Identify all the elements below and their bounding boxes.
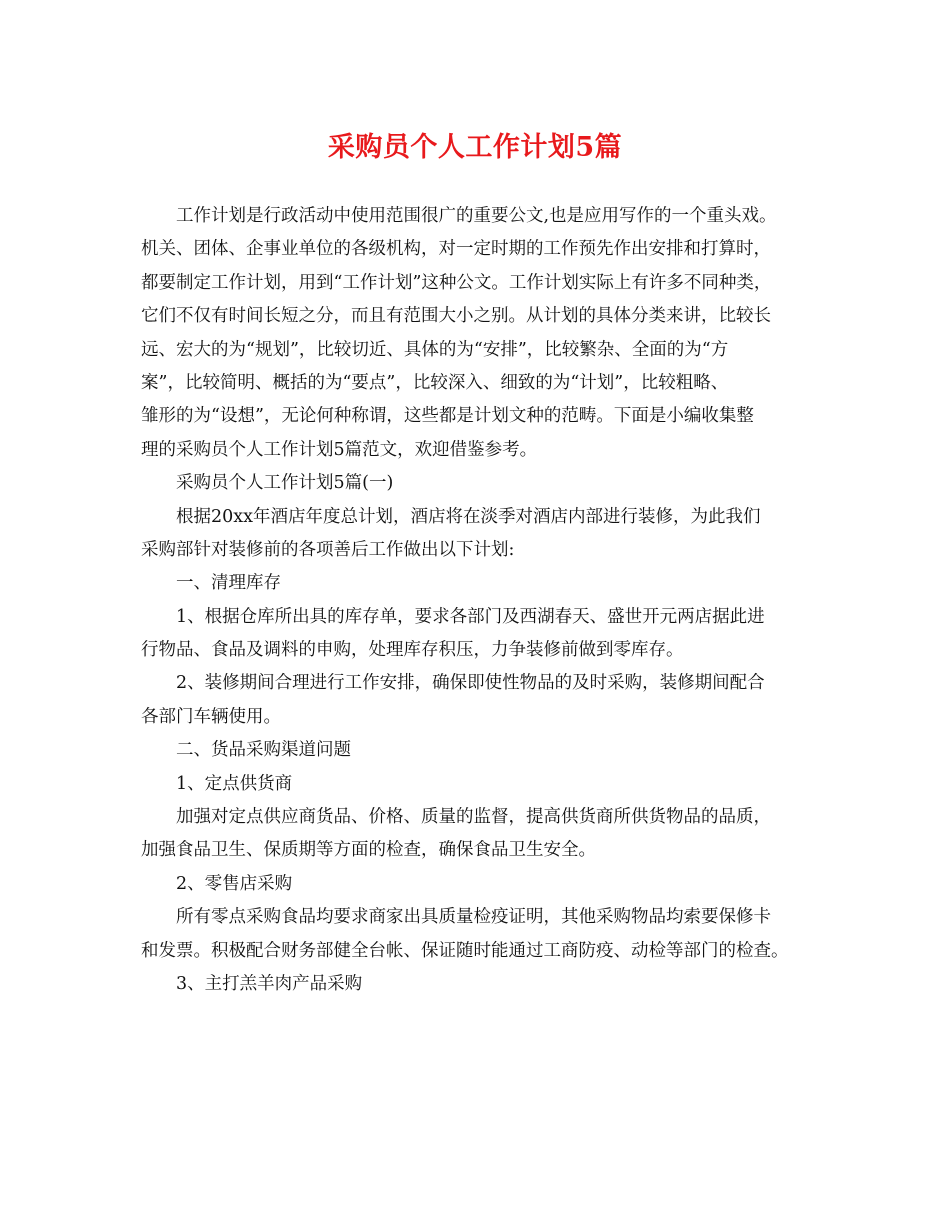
paragraph-line: 1、定点供货商 <box>176 773 293 794</box>
paragraph-line: 加强对定点供应商货品、价格、质量的监督，提高供货商所供货物品的品质， <box>176 807 771 828</box>
paragraph-line: 采购员个人工作计划5篇(一) <box>176 473 394 494</box>
paragraph-line: 都要制定工作计划，用到“工作计划”这种公文。工作计划实际上有许多不同种类， <box>141 272 772 293</box>
paragraph-line: 采购部针对装修前的各项善后工作做出以下计划: <box>141 539 515 560</box>
paragraph-line: 2、装修期间合理进行工作安排，确保即使性物品的及时采购，装修期间配合 <box>176 673 765 694</box>
paragraph-line: 理的采购员个人工作计划5篇范文，欢迎借鉴参考。 <box>141 439 538 460</box>
paragraph-line: 3、主打羔羊肉产品采购 <box>176 973 363 994</box>
paragraph-line: 根据20xx年酒店年度总计划，酒店将在淡季对酒店内部进行装修，为此我们 <box>176 506 761 527</box>
paragraph-line: 二、货品采购渠道问题 <box>176 740 351 761</box>
paragraph-line: 各部门车辆使用。 <box>141 706 281 727</box>
paragraph-line: 1、根据仓库所出具的库存单，要求各部门及西湖春天、盛世开元两店据此进 <box>176 606 765 627</box>
paragraph-line: 它们不仅有时间长短之分，而且有范围大小之别。从计划的具体分类来讲，比较长 <box>141 306 771 327</box>
paragraph-line: 行物品、食品及调料的申购，处理库存积压，力争装修前做到零库存。 <box>141 640 684 661</box>
paragraph-line: 一、清理库存 <box>176 573 281 594</box>
paragraph-line: 和发票。积极配合财务部健全台帐、保证随时能通过工商防疫、动检等部门的检查。 <box>141 940 789 961</box>
document-title: 采购员个人工作计划5篇 <box>327 132 623 163</box>
paragraph-line: 案”，比较简明、概括的为“要点”，比较深入、细致的为“计划”，比较粗略、 <box>141 372 729 393</box>
paragraph-line: 机关、团体、企事业单位的各级机构，对一定时期的工作预先作出安排和打算时， <box>141 239 771 260</box>
document-body <box>141 200 831 1001</box>
paragraph-line: 2、零售店采购 <box>176 873 293 894</box>
paragraph-line: 工作计划是行政活动中使用范围很广的重要公文,也是应用写作的一个重头戏。 <box>176 206 777 226</box>
paragraph-line: 远、宏大的为“规划”，比较切近、具体的为“安排”，比较繁杂、全面的为“方 <box>141 339 729 360</box>
paragraph-line: 加强食品卫生、保质期等方面的检查，确保食品卫生安全。 <box>141 840 596 861</box>
paragraph-line: 雏形的为“设想”，无论何种称谓，这些都是计划文种的范畴。下面是小编收集整 <box>141 406 754 427</box>
paragraph-line: 所有零点采购食品均要求商家出具质量检疫证明，其他采购物品均索要保修卡 <box>176 907 771 928</box>
